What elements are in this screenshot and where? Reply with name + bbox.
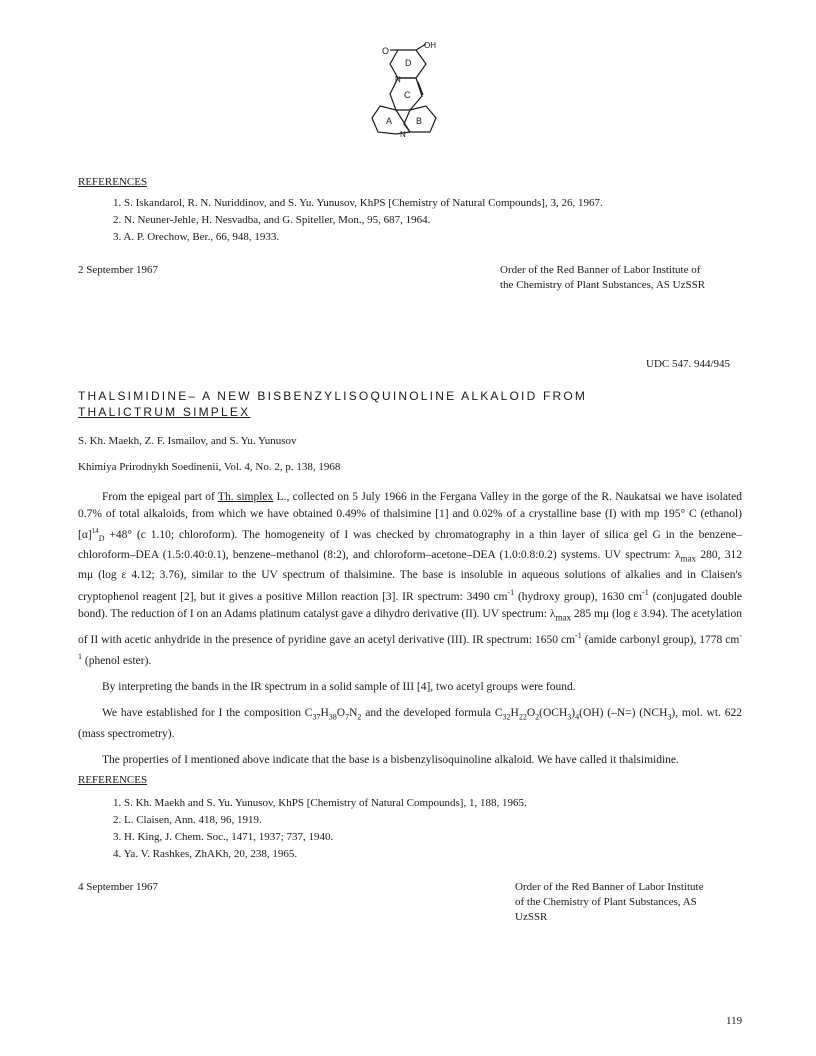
- institution-1: [500, 263, 705, 293]
- paragraph-1: From the epigeal part of Th. simplex L., collected on 5 July 1966 in the Fergana Valley in the gorge of the R. Naukatsai we have isolated 0.7% of total alkaloids, from which we have obtained 0.49% of thalsimine [1] and 0.02% of a crystalline base (I) with mp 195° C (ethanol) $[\alpha]^{14}_D +48^\circ$ (c 1.10; chloroform). The homogeneity of I was checked by chromatography in a thin layer of silica gel G in the benzene–chloroform–DEA (1.5:0.40:0.1), benzene–methanol (8:2), and chloroform–acetone–DEA (1.0:0.8:0.2) systems. UV spectrum: $\lambda_{max}$ 280, 312 mμ (log ε 4.12; 3.76), similar to the UV spectrum of thalsimine. The base is insoluble in aqueous solutions of alkalies and in Claisen's cryptophenol reagent [2], but it gives a positive Millon reaction [3]. IR spectrum: 3490 $cm^{-1}$ (hydroxy group), 1630 $cm^{-1}$ (conjugated double bond). The reduction of I on an Adams platinum catalyst gave a dihydro derivative (II). UV spectrum: $\lambda_{max}$ 285 mμ (log ε 3.94). The acetylation of II with acetic anhydride in the presence of pyridine gave an acetyl derivative (III). IR spectrum: 1650 $cm^{-1}$ (amide carbonyl group), 1778 $cm^{-1}$ (phenol ester).: [78, 491, 742, 668]
- reference-list-2: [113, 795, 527, 863]
- nitrogen-bottom-label: N: [400, 130, 406, 138]
- institution-line: Order of the Red Banner of Labor Institute of: [500, 264, 701, 276]
- institution-2: [515, 880, 703, 925]
- references-heading-1: REFERENCES: [78, 176, 148, 188]
- article-authors: S. Kh. Maekh, Z. F. Ismailov, and S. Yu. Yunusov: [78, 435, 297, 447]
- ring-label-d: D: [405, 58, 412, 68]
- species-name: Th. simplex: [217, 491, 274, 503]
- reference-list-1: [113, 195, 603, 246]
- ring-label-a: A: [386, 116, 393, 126]
- ring-label-b: B: [416, 116, 423, 126]
- received-date-1: 2 September 1967: [78, 264, 159, 276]
- paragraph-2: By interpreting the bands in the IR spectrum in a solid sample of III [4], two acetyl groups were found.: [102, 681, 576, 694]
- page-number: 119: [726, 1015, 743, 1027]
- ring-label-c: C: [404, 90, 411, 100]
- reference-item: 2. L. Claisen, Ann. 418, 96, 1919.: [113, 814, 262, 826]
- title-line-2: THALICTRUM SIMPLEX: [78, 405, 251, 419]
- institution-line: UzSSR: [515, 911, 548, 923]
- institution-line: of the Chemistry of Plant Substances, AS: [515, 896, 697, 908]
- hydroxyl-label: OH: [424, 41, 436, 50]
- nitrogen-top-label: N: [395, 75, 401, 84]
- paragraph-4: The properties of I mentioned above indicate that the base is a bisbenzylisoquinoline alkaloid. We have called it thalsimidine.: [102, 753, 679, 766]
- chemical-structure: [360, 38, 460, 138]
- reference-item: 2. N. Neuner-Jehle, H. Nesvadba, and G. Spiteller, Mon., 95, 687, 1964.: [113, 214, 431, 226]
- received-date-2: 4 September 1967: [78, 881, 159, 893]
- reference-item: 1. S. Iskandarol, R. N. Nuriddinov, and S. Yu. Yunusov, KhPS [Chemistry of Natural Compounds], 3, 26, 1967.: [113, 197, 603, 209]
- article-body: [78, 489, 742, 769]
- reference-item: 4. Ya. V. Rashkes, ZhAKh, 20, 238, 1965.: [113, 848, 298, 860]
- reference-item: 3. H. King, J. Chem. Soc., 1471, 1937; 737, 1940.: [113, 831, 334, 843]
- paragraph-3: We have established for I the composition $C_{37}H_{38}O_7N_2$ and the developed formula $C_{32}H_{22}O_2(OCH_3)_4(OH)$ (–N=) $(NCH_3)$, mol. wt. 622 (mass spectrometry).: [78, 707, 742, 740]
- article-source: Khimiya Prirodnykh Soedinenii, Vol. 4, No. 2, p. 138, 1968: [78, 461, 341, 473]
- article-title: [78, 388, 587, 420]
- title-line-1: THALSIMIDINE– A NEW BISBENZYLISOQUINOLINE ALKALOID FROM: [78, 389, 588, 403]
- institution-line: Order of the Red Banner of Labor Institute: [515, 881, 704, 893]
- references-heading-2: REFERENCES: [78, 774, 148, 786]
- institution-line: the Chemistry of Plant Substances, AS UzSSR: [500, 279, 706, 291]
- udc-code: UDC 547. 944/945: [646, 358, 731, 370]
- reference-item: 1. S. Kh. Maekh and S. Yu. Yunusov, KhPS [Chemistry of Natural Compounds], 1, 188, 1965.: [113, 797, 527, 809]
- oxygen-label: O: [382, 46, 390, 56]
- reference-item: 3. A. P. Orechow, Ber., 66, 948, 1933.: [113, 231, 280, 243]
